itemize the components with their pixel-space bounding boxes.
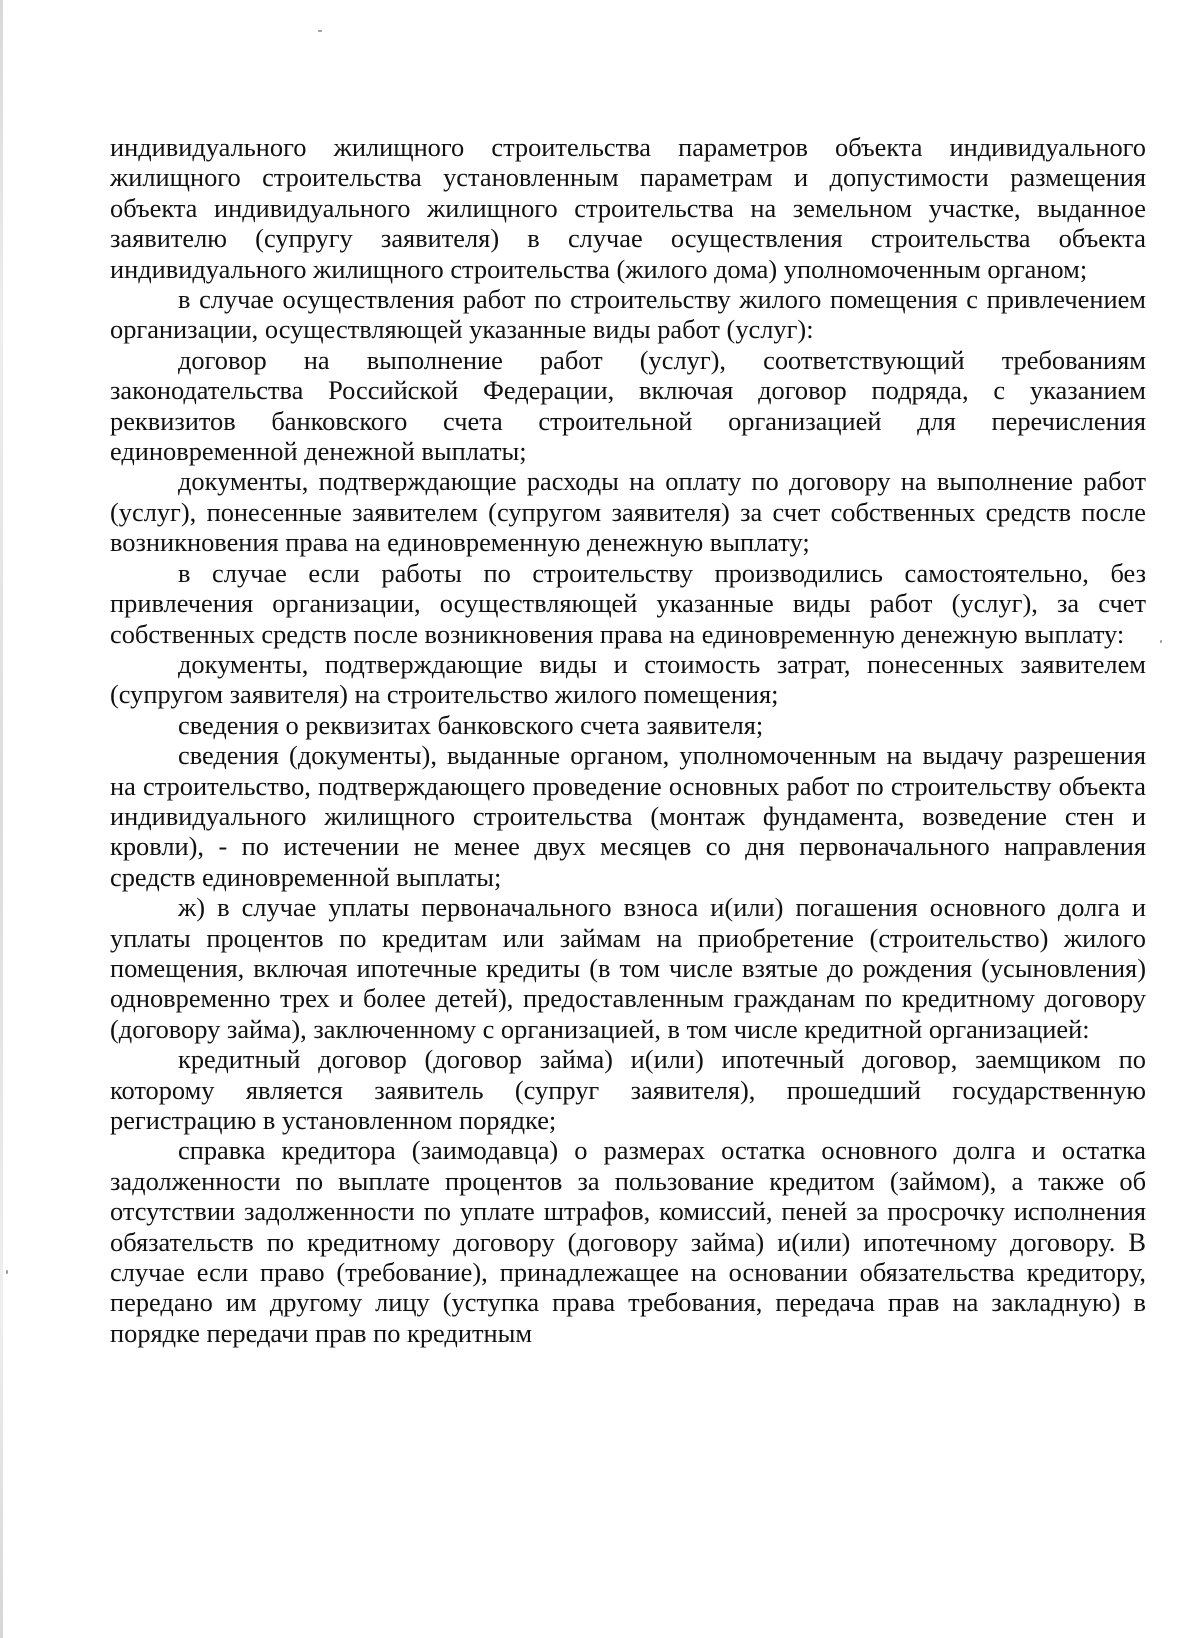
paragraph: сведения (документы), выданные органом, уполномоченным на выдачу разрешения на строительство, подтверждающего проведение основных работ по строительству объекта индивидуального жилищного строительства (монтаж фундамента, возведение стен и кровли), - по истечении не менее двух месяцев со дня первоначального направления средств единовременной выплаты; xyxy=(110,740,1146,892)
paragraph-continuation: индивидуального жилищного строительства параметров объекта индивидуального жилищного строительства установленным параметрам и допустимости размещения объекта индивидуального жилищного строительства на земельном участке, выданное заявителю (супругу заявителя) в случае осуществления строительства объекта индивидуального жилищного строительства (жилого дома) уполномоченным органом; xyxy=(110,132,1146,284)
paragraph: документы, подтверждающие виды и стоимость затрат, понесенных заявителем (супругом заявителя) на строительство жилого помещения; xyxy=(110,648,1146,710)
paragraph: договор на выполнение работ (услуг), соответствующий требованиям законодательства Российской Федерации, включая договор подряда, с указанием реквизитов банковского счета строительной организацией для перечисления единовременной денежной выплаты; xyxy=(110,344,1146,467)
scan-speck xyxy=(318,30,322,32)
paragraph-item-zh: ж) в случае уплаты первоначального взноса и(или) погашения основного долга и уплаты процентов по кредитам или займам на приобретение (строительство) жилого помещения, включая ипотечные кредиты (в том числе взятые до рождения (усыновления) одновременно трех и более детей), предоставленным гражданам по кредитному договору (договору займа), заключенному с организацией, в том числе кредитной организацией: xyxy=(110,892,1146,1044)
document-body xyxy=(110,132,1146,1348)
scan-speck xyxy=(1160,640,1162,643)
paragraph: в случае осуществления работ по строительству жилого помещения с привлечением организации, осуществляющей указанные виды работ (услуг): xyxy=(110,284,1146,345)
paragraph: сведения о реквизитах банковского счета заявителя; xyxy=(178,709,764,740)
paragraph: справка кредитора (заимодавца) о размерах остатка основного долга и остатка задолженности по выплате процентов за пользование кредитом (займом), а также об отсутствии задолженности по уплате штрафов, комиссий, пеней за просрочку исполнения обязательств по кредитному договору (договору займа) и(или) ипотечному договору. В случае если право (требование), принадлежащее на основании обязательства кредитору, передано им другому лицу (уступка права требования, передача прав на закладную) в порядке передачи прав по кредитным xyxy=(110,1135,1146,1348)
paragraph: в случае если работы по строительству производились самостоятельно, без привлечения организации, осуществляющей указанные виды работ (услуг), за счет собственных средств после возникновения права на единовременную денежную выплату: xyxy=(110,557,1146,649)
paragraph: документы, подтверждающие расходы на оплату по договору на выполнение работ (услуг), понесенные заявителем (супругом заявителя) за счет собственных средств после возникновения права на единовременную денежную выплату; xyxy=(110,466,1146,558)
scan-edge xyxy=(0,0,3,1638)
paragraph: кредитный договор (договор займа) и(или) ипотечный договор, заемщиком по которому является заявитель (супруг заявителя), прошедший государственную регистрацию в установленном порядке; xyxy=(110,1044,1146,1135)
scan-speck xyxy=(6,1270,8,1274)
